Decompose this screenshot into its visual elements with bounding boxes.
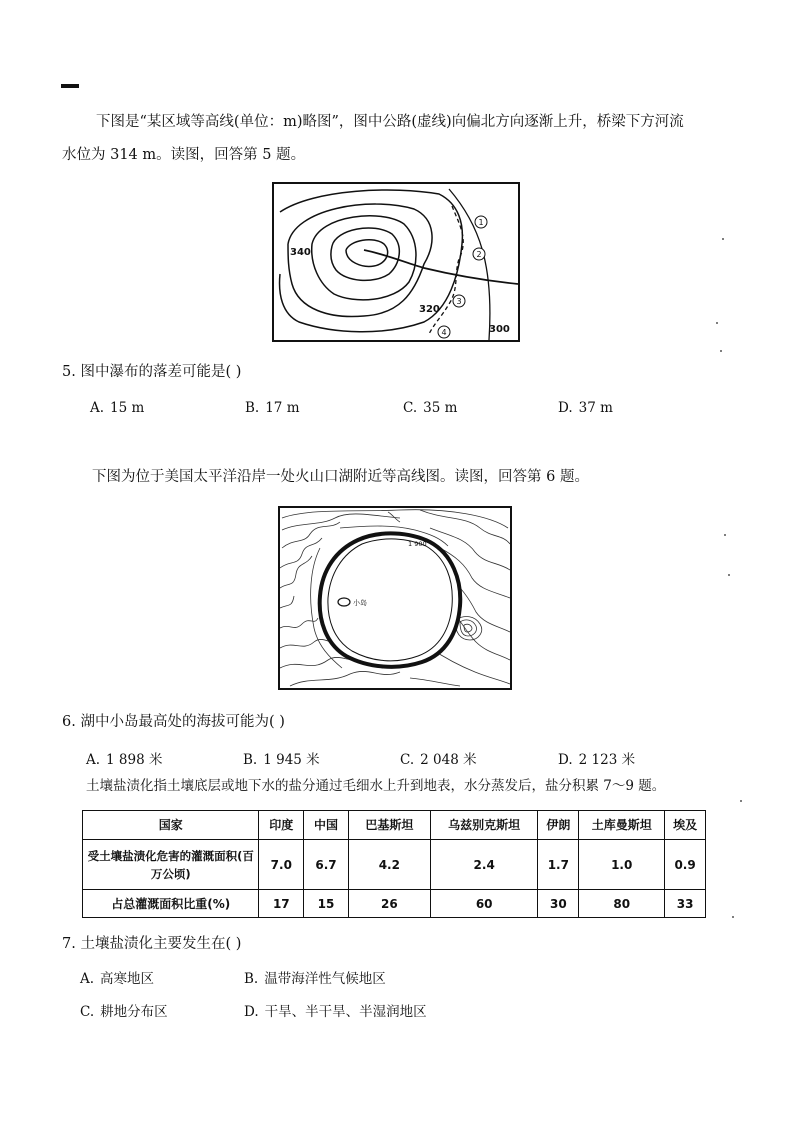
table-cell: 60 <box>430 890 538 918</box>
contour-line-summit <box>346 240 388 267</box>
island-label: 小岛 <box>353 599 367 607</box>
table-header-country: 乌兹别克斯坦 <box>430 811 538 840</box>
scan-speck <box>724 534 726 536</box>
contour-label-300: 300 <box>489 324 510 335</box>
scan-speck <box>732 916 734 918</box>
marker-2-label: 2 <box>476 250 482 259</box>
q7-option-a: A. 高寒地区 <box>80 971 155 987</box>
q7-option-d: D. 干旱、半干旱、半湿润地区 <box>244 1004 427 1020</box>
scan-speck <box>716 322 718 324</box>
table-cell: 1.7 <box>538 839 579 890</box>
q6-option-c: C. 2 048 米 <box>400 752 477 768</box>
table-row-label: 占总灌溉面积比重(%) <box>83 890 259 918</box>
table-cell: 7.0 <box>259 839 304 890</box>
q7-option-c: C. 耕地分布区 <box>80 1004 168 1020</box>
marker-3-label: 3 <box>456 297 462 306</box>
scan-speck <box>720 350 722 352</box>
table-header-country: 伊朗 <box>538 811 579 840</box>
table-cell: 80 <box>579 890 665 918</box>
salinization-table <box>82 810 706 918</box>
table-header-country: 印度 <box>259 811 304 840</box>
contour-line-inner-1 <box>331 228 400 280</box>
table-cell: 0.9 <box>665 839 706 890</box>
question-5-stem: 5. 图中瀑布的落差可能是( ) <box>62 364 242 380</box>
table-cell: 6.7 <box>304 839 349 890</box>
contour-map <box>274 184 518 340</box>
q5-option-d: D. 37 m <box>558 400 613 416</box>
q5-option-a: A. 15 m <box>90 400 145 416</box>
scan-speck <box>728 574 730 576</box>
intro-paragraph-1-line-1: 下图是“某区域等高线(单位：m)略图”，图中公路(虚线)向偏北方向逐渐上升，桥梁下方河流 <box>96 114 684 130</box>
question-6-stem: 6. 湖中小岛最高处的海拔可能为( ) <box>62 714 285 730</box>
table-cell: 2.4 <box>430 839 538 890</box>
crater-rim <box>320 533 461 666</box>
table-header-label: 国家 <box>83 811 259 840</box>
marker-1-label: 1 <box>478 218 484 227</box>
table-row-affected-area <box>83 839 706 890</box>
q5-option-c: C. 35 m <box>403 400 458 416</box>
contour-map-figure <box>272 182 520 342</box>
q5-option-b: B. 17 m <box>245 400 300 416</box>
q6-option-a: A. 1 898 米 <box>86 752 163 768</box>
table-header-country: 土库曼斯坦 <box>579 811 665 840</box>
table-header-country: 中国 <box>304 811 349 840</box>
table-header-country: 埃及 <box>665 811 706 840</box>
table-cell: 17 <box>259 890 304 918</box>
intro-paragraph-1-line-2: 水位为 314 m。读图，回答第 5 题。 <box>62 147 306 163</box>
table-row-label: 受土壤盐渍化危害的灌溉面积(百万公顷) <box>83 839 259 890</box>
table-cell: 30 <box>538 890 579 918</box>
q6-option-d: D. 2 123 米 <box>558 752 636 768</box>
table-cell: 33 <box>665 890 706 918</box>
contour-line-300 <box>449 189 490 340</box>
table-cell: 4.2 <box>348 839 430 890</box>
intro-paragraph-3: 土壤盐渍化指土壤底层或地下水的盐分通过毛细水上升到地表，水分蒸发后，盐分积累 7～9 题。 <box>86 778 666 794</box>
table-cell: 1.0 <box>579 839 665 890</box>
table-cell: 26 <box>348 890 430 918</box>
table-row-share <box>83 890 706 918</box>
intro-paragraph-2: 下图为位于美国太平洋沿岸一处火山口湖附近等高线图。读图，回答第 6 题。 <box>92 469 589 485</box>
scan-speck <box>740 800 742 802</box>
section-marker <box>61 84 79 88</box>
marker-4-label: 4 <box>441 328 447 337</box>
contour-label-340: 340 <box>290 247 311 258</box>
q6-option-b: B. 1 945 米 <box>243 752 320 768</box>
crater-lake-figure <box>278 506 512 690</box>
question-7-stem: 7. 土壤盐渍化主要发生在( ) <box>62 936 242 952</box>
q7-option-b: B. 温带海洋性气候地区 <box>244 971 386 987</box>
table-header-country: 巴基斯坦 <box>348 811 430 840</box>
scan-speck <box>722 238 724 240</box>
elevation-label-top: 1 900 <box>408 540 427 548</box>
contour-label-320: 320 <box>419 304 440 315</box>
table-header-row <box>83 811 706 840</box>
crater-lake-map <box>280 508 510 688</box>
table-cell: 15 <box>304 890 349 918</box>
